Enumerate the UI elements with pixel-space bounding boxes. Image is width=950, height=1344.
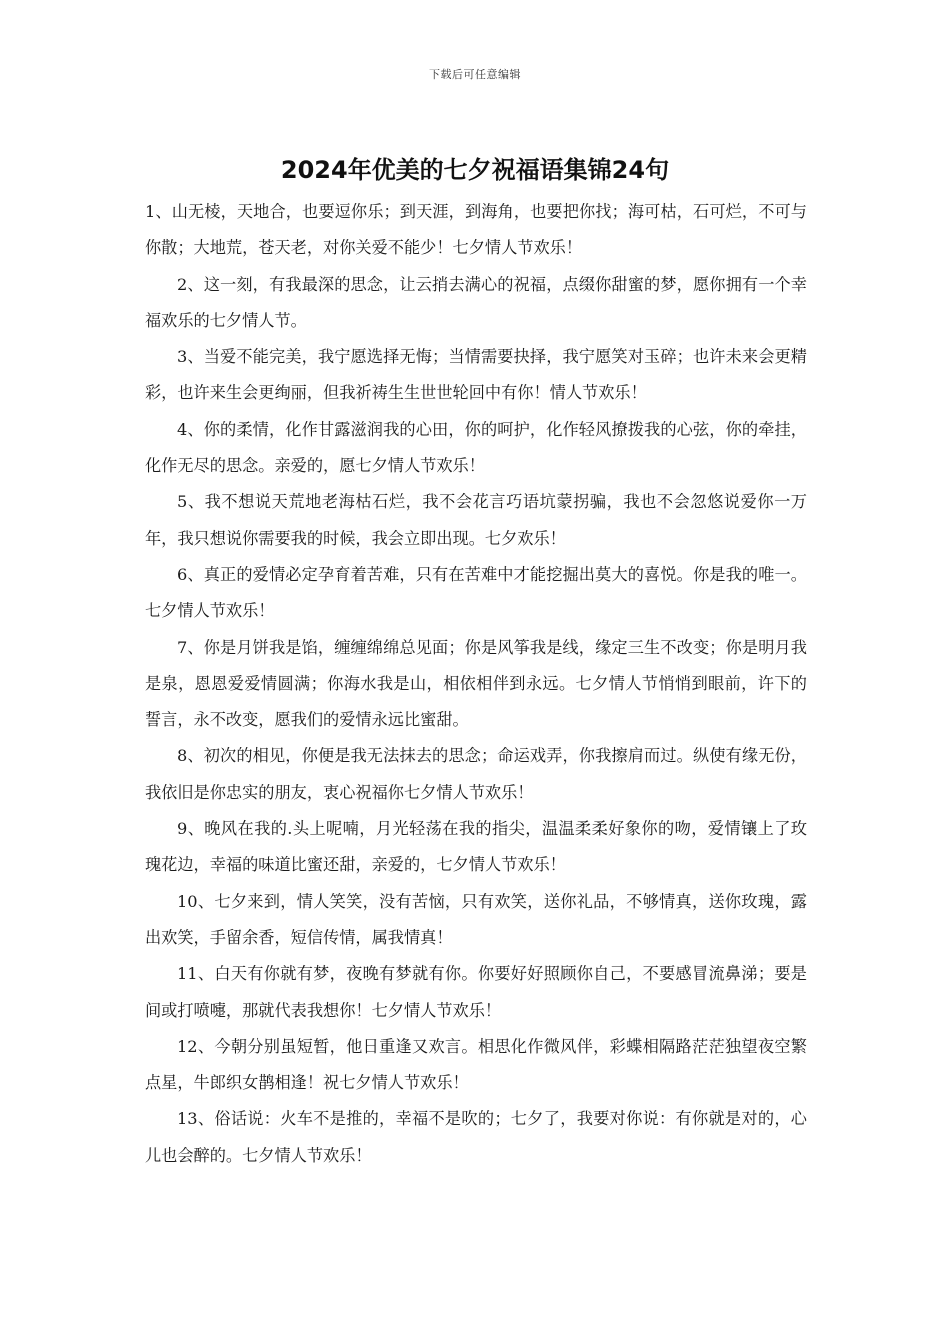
document-body (145, 194, 807, 1174)
document-title: 2024年优美的七夕祝福语集锦24句 (280, 156, 670, 184)
paragraph-2: 2、这一刻，有我最深的思念，让云捎去满心的祝福，点缀你甜蜜的梦，愿你拥有一个幸福欢乐的七夕情人节。 (145, 274, 807, 330)
paragraph-1: 1、山无棱，天地合，也要逗你乐；到天涯，到海角，也要把你找；海可枯，石可烂，不可与你散；大地荒，苍天老，对你关爱不能少！七夕情人节欢乐！ (145, 202, 807, 258)
paragraph-6: 6、真正的爱情必定孕育着苦难，只有在苦难中才能挖掘出莫大的喜悦。你是我的唯一。七夕情人节欢乐！ (145, 564, 807, 621)
paragraph-3: 3、当爱不能完美，我宁愿选择无悔；当情需要抉择，我宁愿笑对玉碎；也许未来会更精彩，也许来生会更绚丽，但我祈祷生生世世轮回中有你！情人节欢乐！ (145, 347, 807, 403)
paragraph-13: 13、俗话说：火车不是推的，幸福不是吹的；七夕了，我要对你说：有你就是对的，心儿也会醉的。七夕情人节欢乐！ (145, 1109, 807, 1165)
paragraph-9: 9、晚风在我的.头上呢喃，月光轻荡在我的指尖，温温柔柔好象你的吻，爱情镶上了玫瑰花边，幸福的味道比蜜还甜，亲爱的，七夕情人节欢乐！ (145, 819, 807, 875)
paragraph-12: 12、今朝分别虽短暂，他日重逢又欢言。相思化作微风伴，彩蝶相隔路茫茫独望夜空繁点星，牛郎织女鹊相逢！祝七夕情人节欢乐！ (145, 1036, 807, 1093)
paragraph-8: 8、初次的相见，你便是我无法抹去的思念；命运戏弄，你我擦肩而过。纵使有缘无份，我依旧是你忠实的朋友，衷心祝福你七夕情人节欢乐！ (145, 746, 807, 802)
paragraph-7: 7、你是月饼我是馅，缠缠绵绵总见面；你是风筝我是线，缘定三生不改变；你是明月我是泉，恩恩爱爱情圆满；你海水我是山，相依相伴到永远。七夕情人节悄悄到眼前，许下的誓言，永不改变，愿我们的爱情永远比蜜甜。 (145, 637, 807, 730)
paragraph-10: 10、七夕来到，情人笑笑，没有苦恼，只有欢笑，送你礼品，不够情真，送你玫瑰，露出欢笑，手留余香，短信传情，属我情真！ (145, 891, 807, 947)
header-note: 下载后可任意编辑 (429, 68, 521, 81)
paragraph-5: 5、我不想说天荒地老海枯石烂，我不会花言巧语坑蒙拐骗，我也不会忽悠说爱你一万年，我只想说你需要我的时候，我会立即出现。七夕欢乐！ (145, 492, 807, 548)
paragraph-11: 11、白天有你就有梦，夜晚有梦就有你。你要好好照顾你自己，不要感冒流鼻涕；要是间或打喷嚏，那就代表我想你！七夕情人节欢乐！ (145, 964, 807, 1020)
paragraph-4: 4、你的柔情，化作甘露滋润我的心田，你的呵护，化作轻风撩拨我的心弦，你的牵挂，化作无尽的思念。亲爱的，愿七夕情人节欢乐！ (145, 419, 807, 476)
